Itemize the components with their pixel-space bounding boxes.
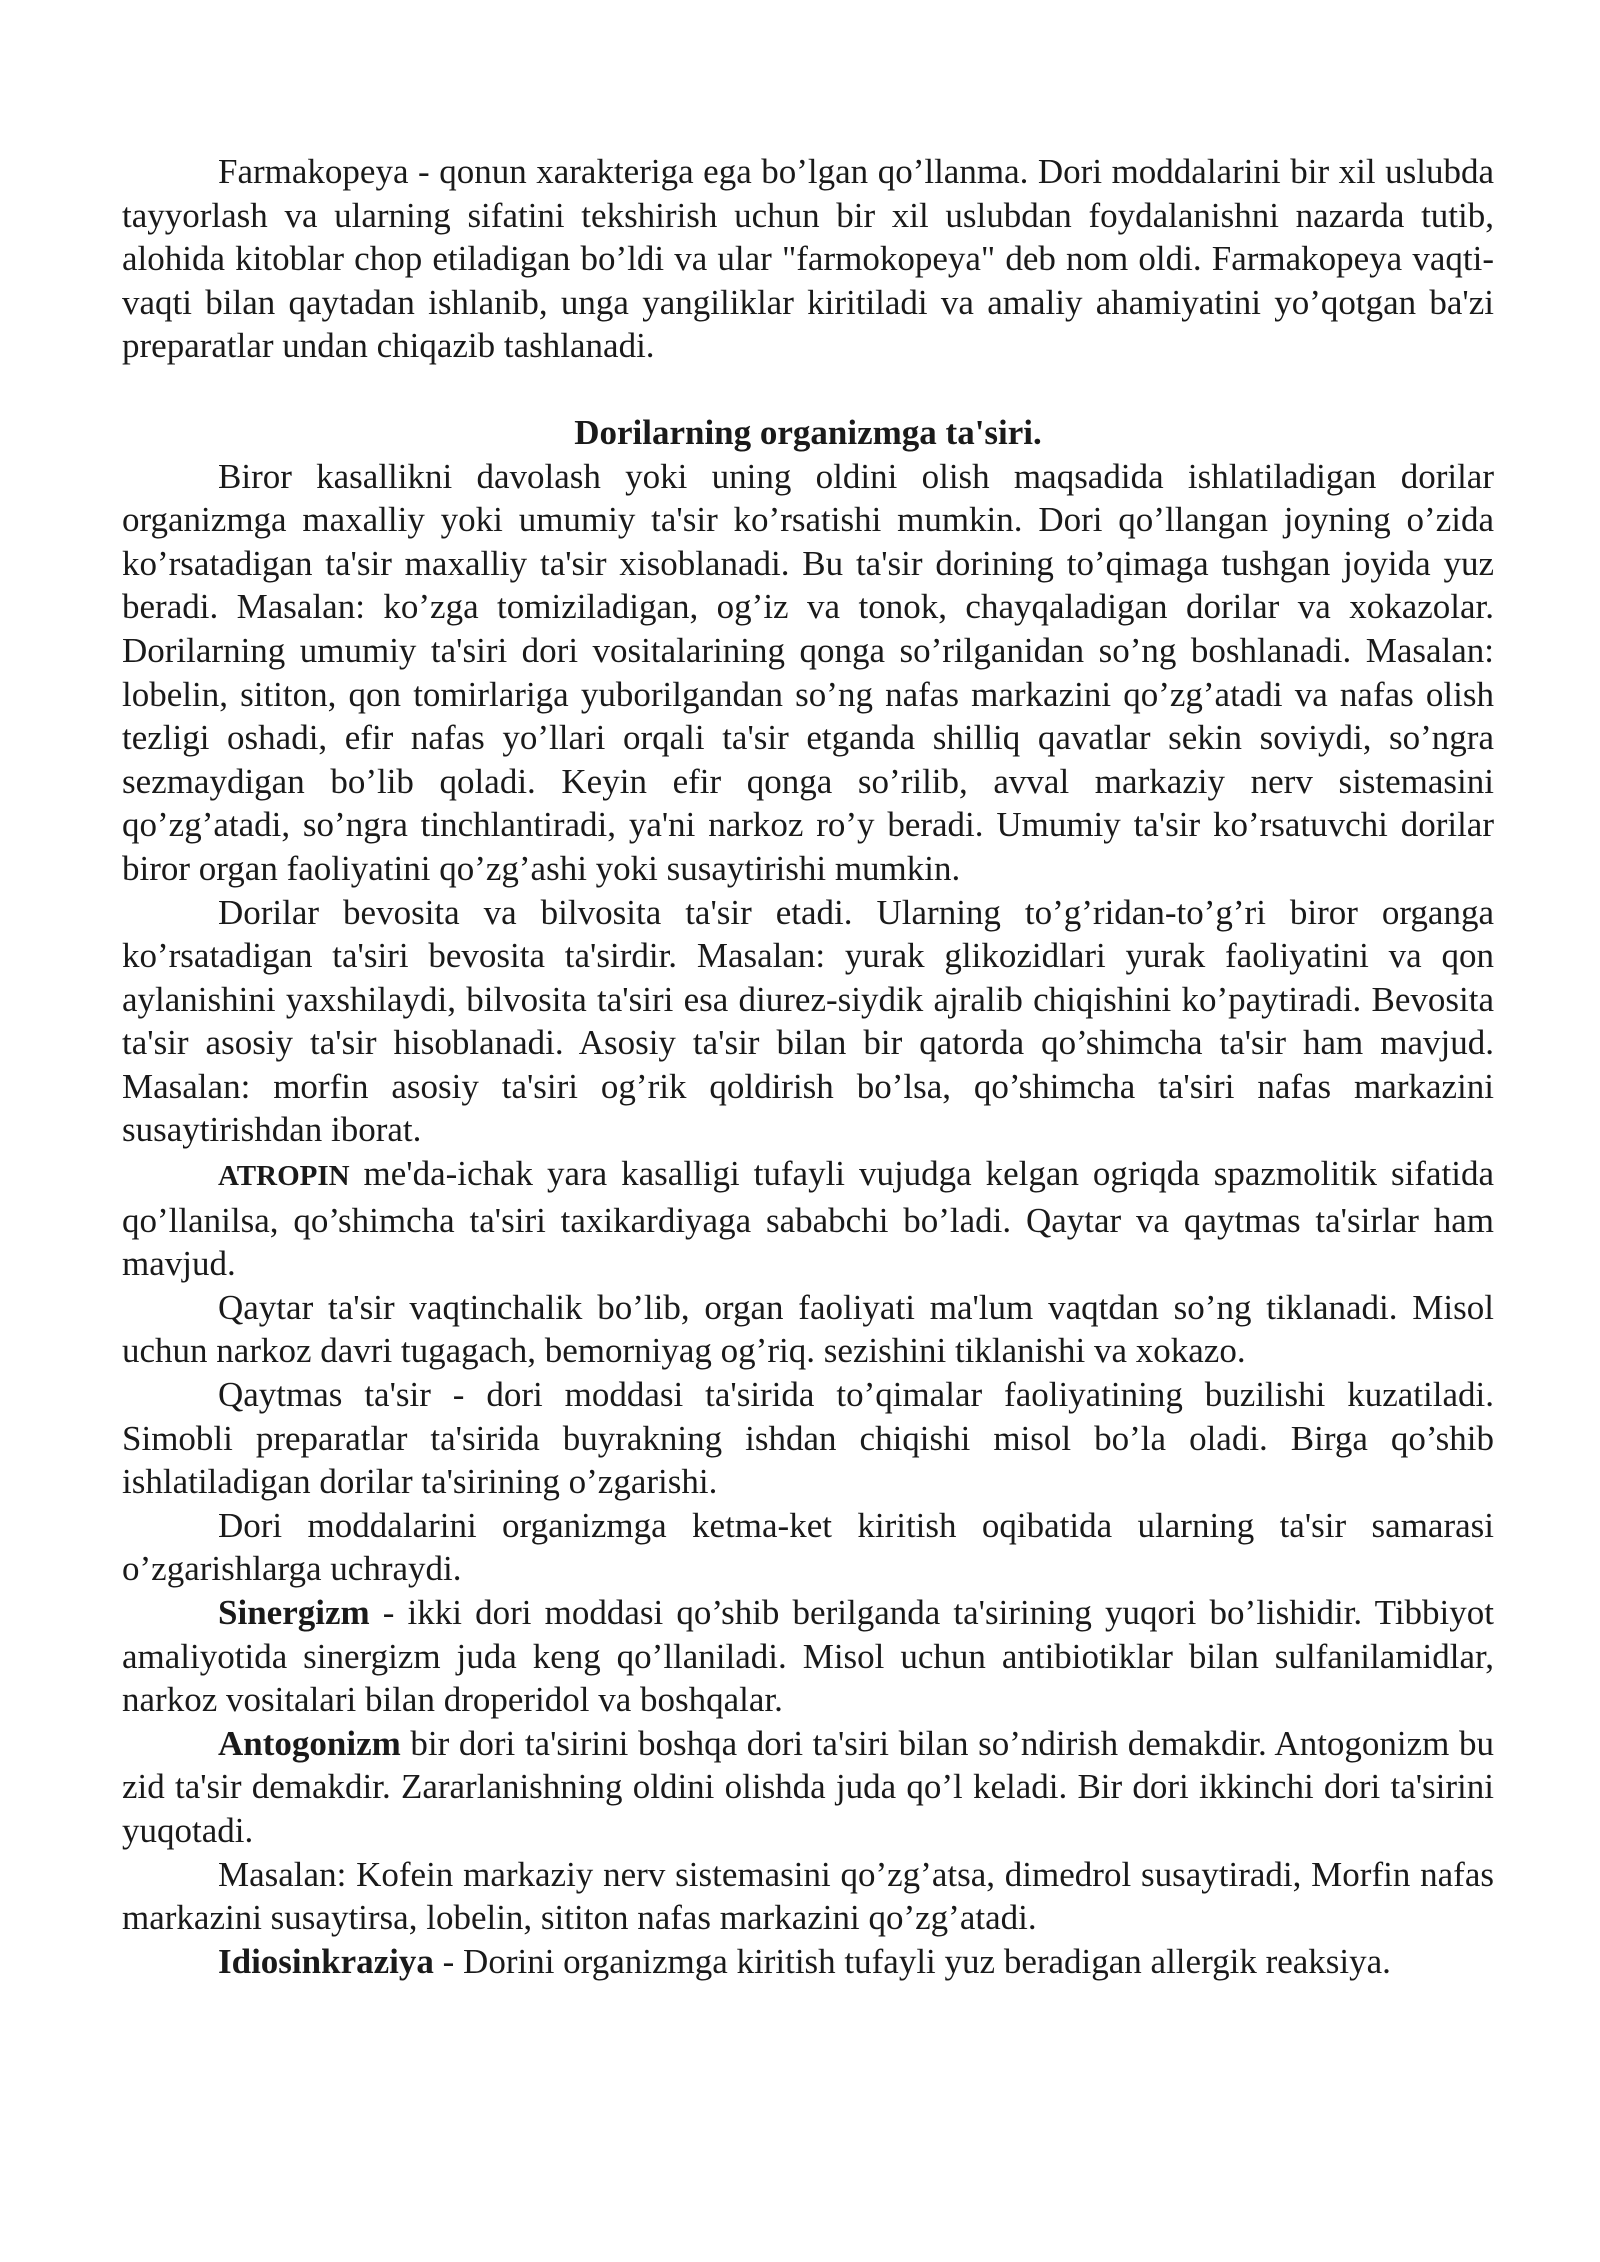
paragraph-example: Masalan: Kofein markaziy nerv sistemasini qo’zg’atsa, dimedrol susaytiradi, Morfin nafas markazini susaytirsa, lobelin, sititon nafas markazini qo’zg’atadi.	[122, 1854, 1494, 1938]
paragraph-idiosyncrasy-text: - Dorini organizmga kiritish tufayli yuz beradigan allergik reaksiya.	[433, 1941, 1391, 1981]
paragraph-reversible-effect: Qaytar ta'sir vaqtinchalik bo’lib, organ faoliyati ma'lum vaqtdan so’ng tiklanadi. Misol uchun narkoz davri tugagach, bemorniyag og’riq. sezishini tiklanishi va xokazo.	[122, 1287, 1494, 1371]
paragraph-antagonism	[122, 1722, 1494, 1853]
term-idiosyncrasy: Idiosinkraziya	[218, 1941, 434, 1981]
paragraph-atropin-text: me'da-ichak yara kasalligi tufayli vujudga kelgan ogriqda spazmolitik sifatida qo’llanilsa, qo’shimcha ta'siri taxikardiyaga sababchi bo’ladi. Qaytar va qaytmas ta'sirlar ham mavjud.	[122, 1154, 1494, 1284]
paragraph-farmakopeya: Farmakopeya - qonun xarakteriga ega bo’lgan qo’llanma. Dori moddalarini bir xil uslubda tayyorlash va ularning sifatini tekshirish uchun bir xil uslubdan foydalanishni nazarda tutib, alohida kitoblar chop etiladigan bo’ldi va ular "farmokopeya" deb nom oldi. Farmakopeya vaqti-vaqti bilan qaytadan ishlanib, unga yangiliklar kiritiladi va amaliy ahamiyatini yo’qotgan ba'zi preparatlar undan chiqazib tashlanadi.	[122, 152, 1494, 366]
paragraph-synergism-text: - ikki dori moddasi qo’shib berilganda ta'sirining yuqori bo’lishidir. Tibbiyot amaliyotida sinergizm juda keng qo’llaniladi. Misol uchun antibiotiklar bilan sulfanilamidlar, narkoz vositalari bilan droperidol va boshqalar.	[122, 1593, 1494, 1720]
paragraph-synergism	[122, 1591, 1494, 1722]
spacer	[122, 368, 1494, 411]
paragraph-irreversible-effect: Qaytmas ta'sir - dori moddasi ta'sirida to’qimalar faoliyatining buzilishi kuzatiladi. Simobli preparatlar ta'sirida buyrakning ishdan chiqishi misol bo’la oladi. Birga qo’shib ishlatiladigan dorilar ta'sirining o’zgarishi.	[122, 1375, 1494, 1502]
paragraph-sequential-administration: Dori moddalarini organizmga ketma-ket kiritish oqibatida ularning ta'sir samarasi o’zgarishlarga uchraydi.	[122, 1505, 1494, 1589]
document-page	[122, 150, 1494, 1983]
term-atropin: ATROPIN	[218, 1160, 350, 1193]
section-heading: Dorilarning organizmga ta'siri.	[574, 412, 1042, 452]
paragraph-atropin	[122, 1152, 1494, 1286]
paragraph-idiosyncrasy	[122, 1940, 1494, 1984]
paragraph-direct-indirect-effect: Dorilar bevosita va bilvosita ta'sir etadi. Ularning to’g’ridan-to’g’ri biror organga ko’rsatadigan ta'siri bevosita ta'sirdir. Masalan: yurak glikozidlari yurak faoliyatini va qon aylanishini yaxshilaydi, bilvosita ta'siri esa diurez-siydik ajralib chiqishini ko’paytiradi. Bevosita ta'sir asosiy ta'sir hisoblanadi. Asosiy ta'sir bilan bir qatorda qo’shimcha ta'sir ham mavjud. Masalan: morfin asosiy ta'siri og’rik qoldirish bo’lsa, qo’shimcha ta'siri nafas markazini susaytirishdan iborat.	[122, 892, 1494, 1150]
term-synergism: Sinergizm	[218, 1593, 370, 1632]
paragraph-local-general-effect: Biror kasallikni davolash yoki uning oldini olish maqsadida ishlatiladigan dorilar organizmga maxalliy yoki umumiy ta'sir ko’rsatishi mumkin. Dori qo’llangan joyning o’zida ko’rsatadigan ta'sir maxalliy ta'sir xisoblanadi. Bu ta'sir dorining to’qimaga tushgan joyida yuz beradi. Masalan: ko’zga tomiziladigan, og’iz va tonok, chayqaladigan dorilar va xokazolar. Dorilarning umumiy ta'siri dori vositalarining qonga so’rilganidan so’ng boshlanadi. Masalan: lobelin, sititon, qon tomirlariga yuborilgandan so’ng nafas markazini qo’zg’atadi va nafas olish tezligi oshadi, efir nafas yo’llari orqali ta'sir etganda shilliq qavatlar sekin soviydi, so’ngra sezmaydigan bo’lib qoladi. Keyin efir qonga so’rilib, avval markaziy nerv sistemasini qo’zg’atadi, so’ngra tinchlantiradi, ya'ni narkoz ro’y beradi. Umumiy ta'sir ko’rsatuvchi dorilar biror organ faoliyatini qo’zg’ashi yoki susaytirishi mumkin.	[122, 456, 1494, 888]
paragraph-antagonism-text: bir dori ta'sirini boshqa dori ta'siri bilan so’ndirish demakdir. Antogonizm bu zid ta'sir demakdir. Zararlanishning oldini olishda juda qo’l keladi. Bir dori ikkinchi dori ta'sirini yuqotadi.	[122, 1723, 1494, 1850]
term-antagonism: Antogonizm	[218, 1723, 401, 1763]
